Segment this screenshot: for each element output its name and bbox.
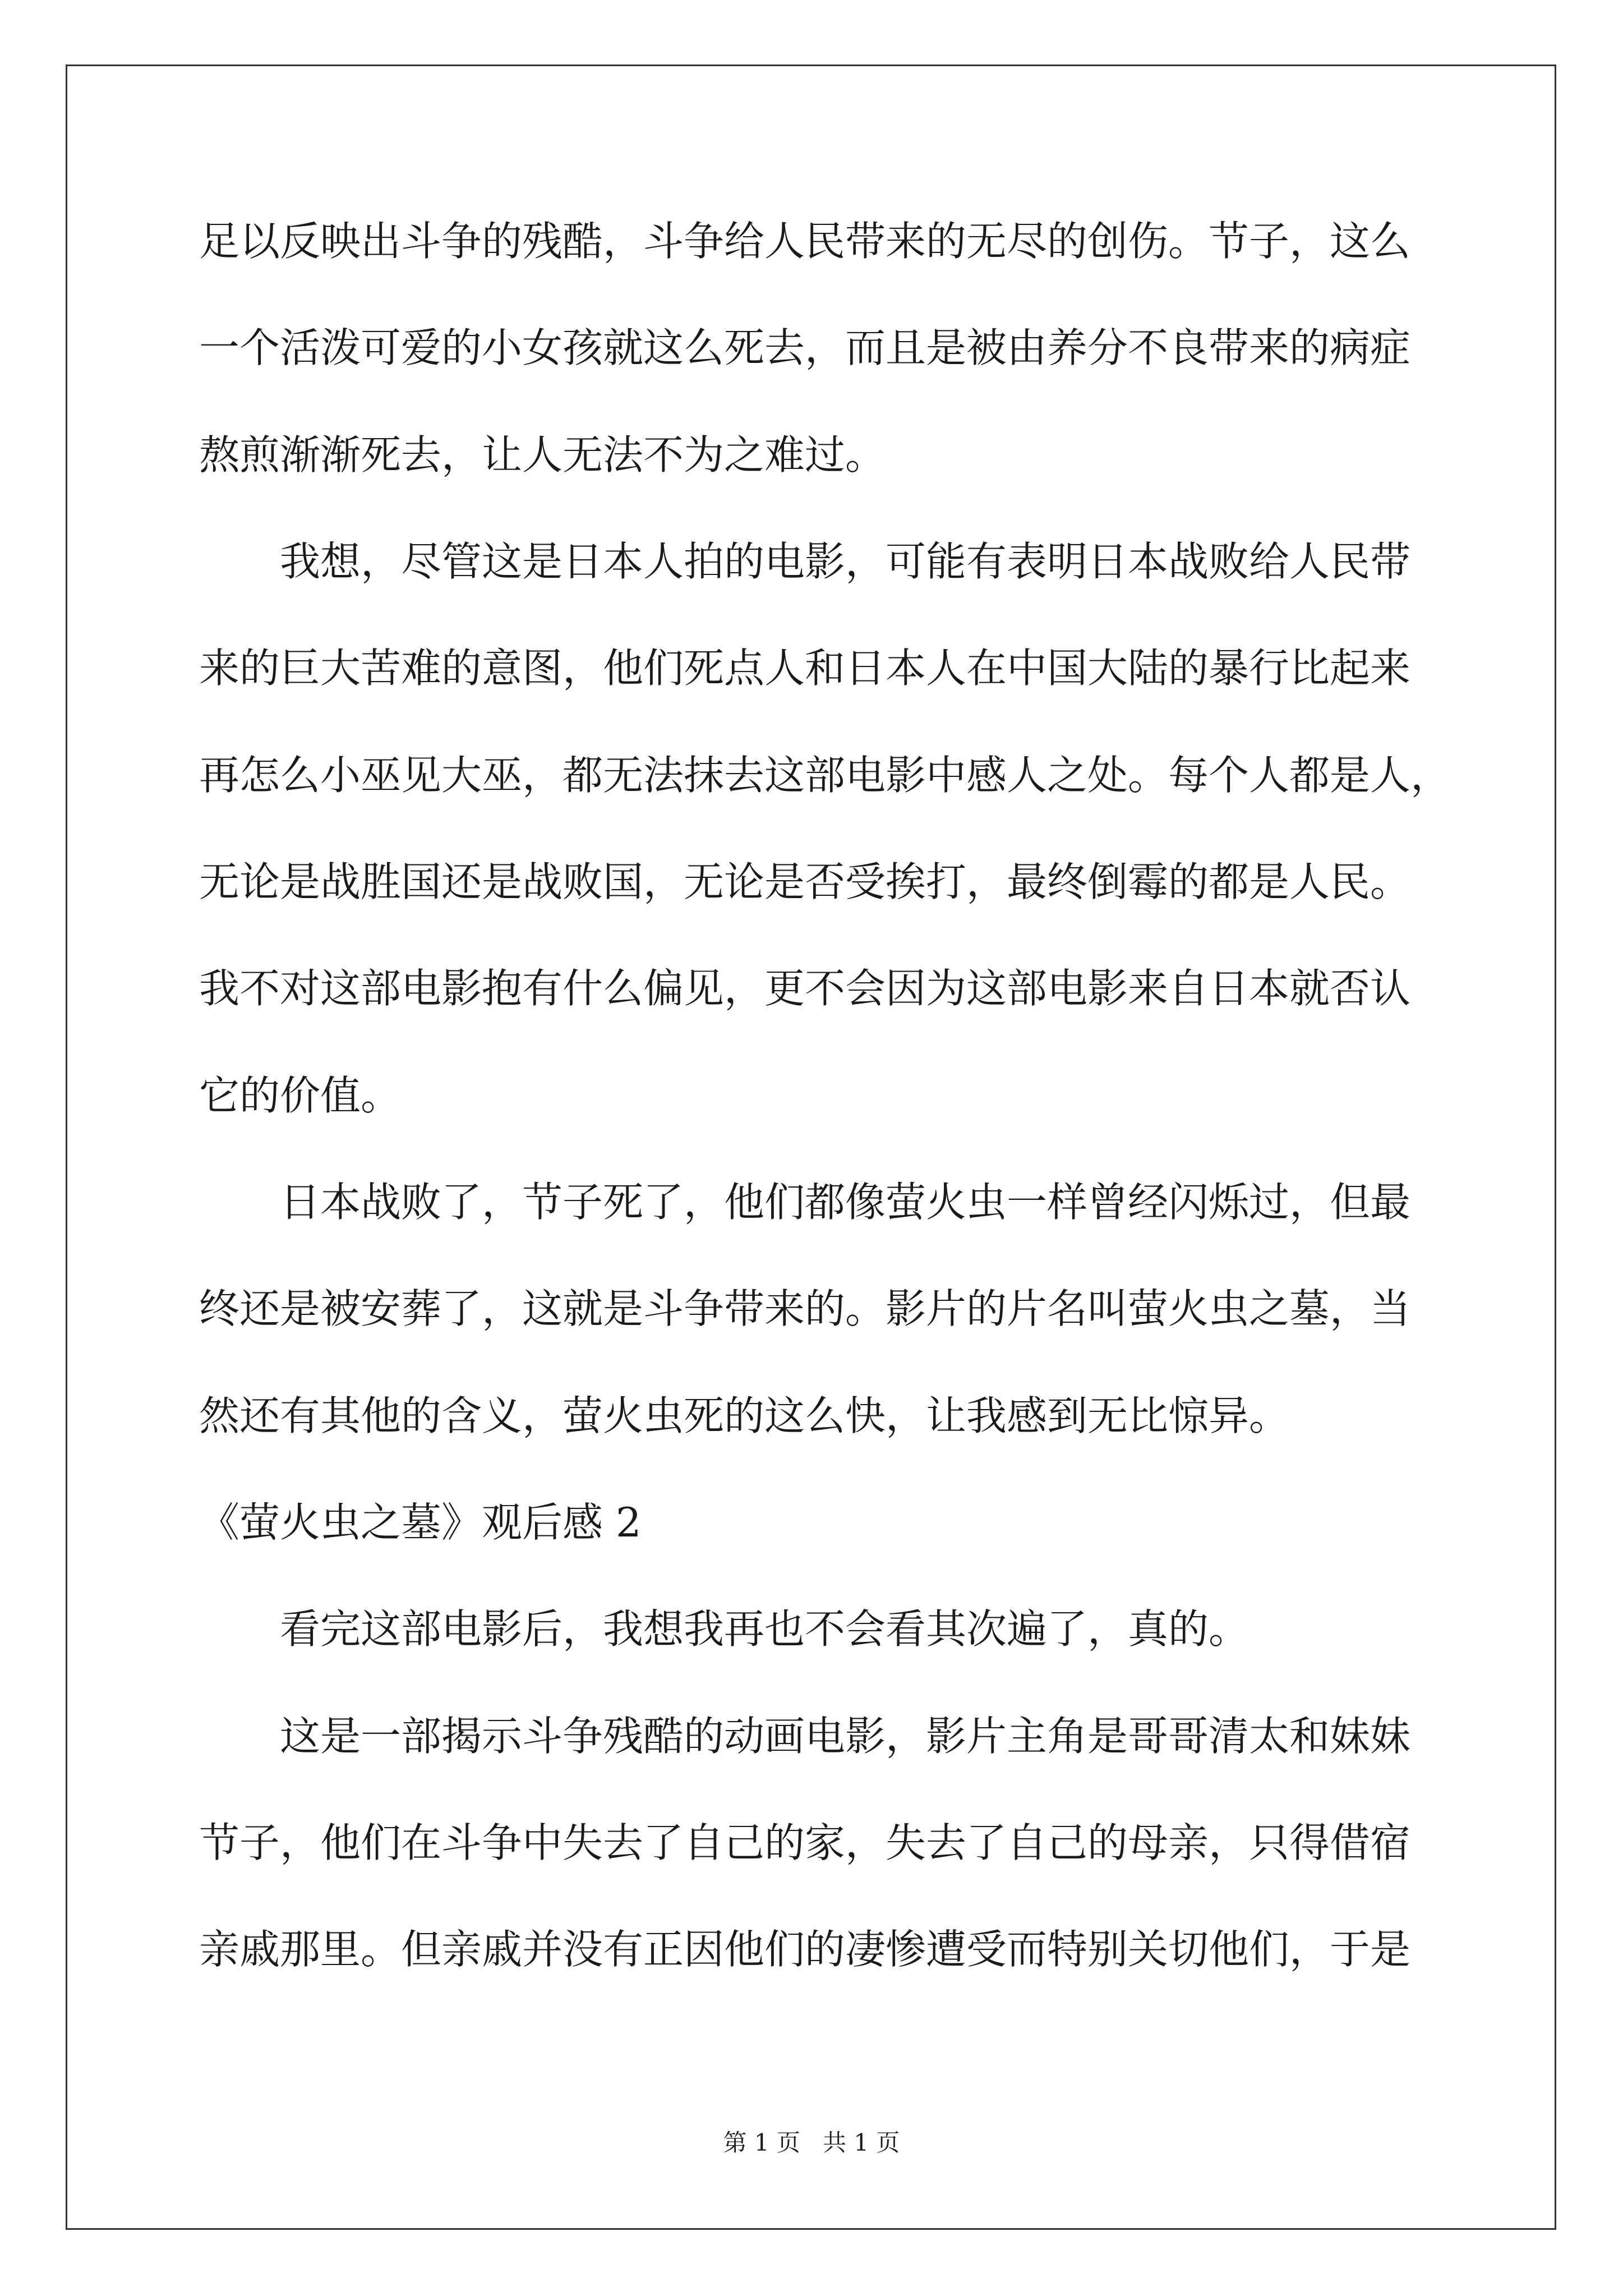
text-line: 熬煎渐渐死去，让人无法不为之难过。: [199, 431, 886, 478]
text-line: 终还是被安葬了，这就是斗争带来的。影片的片名叫萤火虫之墓，当: [199, 1285, 1411, 1332]
text-line: 一个活泼可爱的小女孩就这么死去，而且是被由养分不良带来的病症: [199, 324, 1411, 371]
section-heading: 《萤火虫之墓》观后感 2: [199, 1499, 642, 1546]
page-frame: [66, 65, 1556, 2230]
text-line: 足以反映出斗争的残酷，斗争给人民带来的无尽的创伤。节子，这么: [199, 218, 1411, 265]
paragraph-start-line: 看完这部电影后，我想我再也不会看其次遍了，真的。: [280, 1605, 1249, 1653]
text-line: 它的价值。: [199, 1072, 402, 1119]
text-line: 无论是战胜国还是战败国，无论是否受挨打，最终倒霉的都是人民。: [199, 858, 1411, 905]
text-line: 来的巨大苦难的意图，他们死点人和日本人在中国大陆的暴行比起来: [199, 645, 1411, 692]
text-line: 再怎么小巫见大巫，都无法抹去这部电影中感人之处。每个人都是人，: [199, 752, 1451, 799]
paragraph-start-line: 我想，尽管这是日本人拍的电影，可能有表明日本战败给人民带: [280, 538, 1411, 585]
paragraph-start-line: 这是一部揭示斗争残酷的动画电影，影片主角是哥哥清太和妹妹: [280, 1713, 1411, 1760]
text-line: 然还有其他的含义，萤火虫死的这么快，让我感到无比惊异。: [199, 1392, 1290, 1439]
text-line: 亲戚那里。但亲戚并没有正因他们的凄惨遭受而特别关切他们，于是: [199, 1926, 1411, 1973]
text-line: 我不对这部电影抱有什么偏见，更不会因为这部电影来自日本就否认: [199, 965, 1411, 1012]
text-line: 节子，他们在斗争中失去了自己的家，失去了自己的母亲，只得借宿: [199, 1819, 1411, 1866]
page-number-total: 共 1 页: [823, 2129, 900, 2156]
page-number-current: 第 1 页: [723, 2129, 800, 2156]
page-footer: [0, 2126, 1623, 2160]
paragraph-start-line: 日本战败了，节子死了，他们都像萤火虫一样曾经闪烁过，但最: [280, 1179, 1411, 1226]
